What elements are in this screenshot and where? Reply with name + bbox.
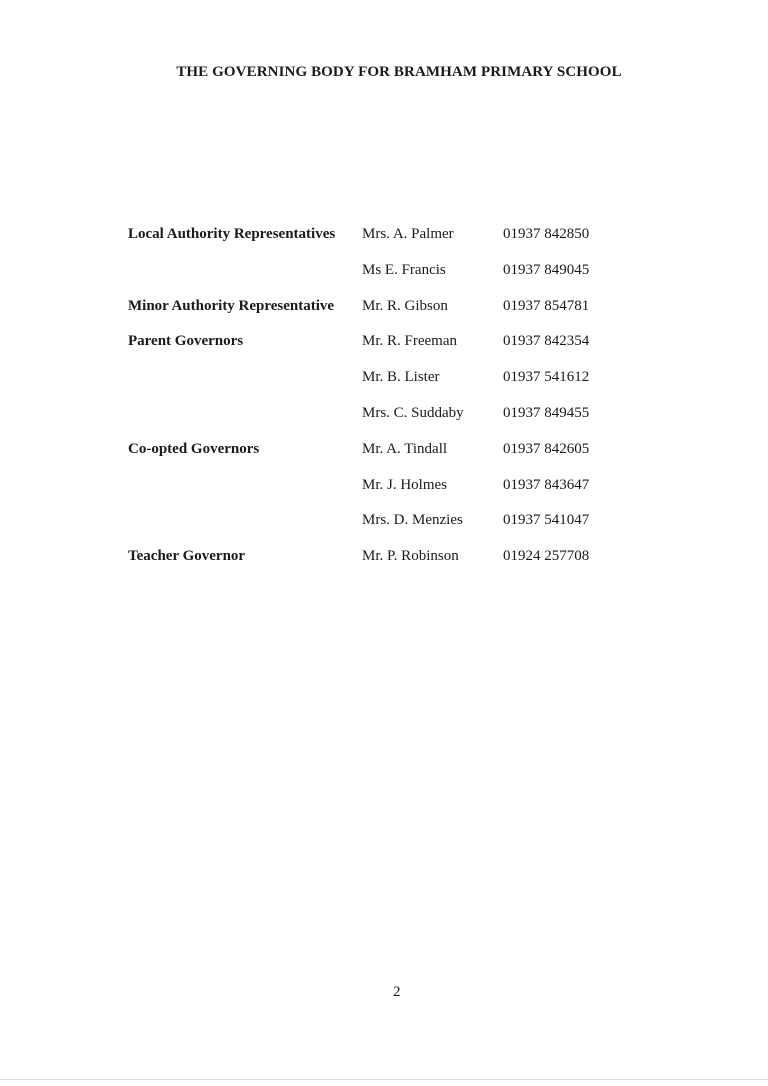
category-label: Teacher Governor [128, 548, 246, 565]
governor-phone: 01937 541047 [503, 512, 590, 529]
governor-name: Mr. A. Tindall [362, 440, 448, 457]
category-label: Local Authority Representatives [128, 226, 336, 242]
category-label: Parent Governors [128, 333, 244, 350]
governor-name: Mr. R. Gibson [362, 297, 448, 314]
governor-phone: 01937 843647 [503, 476, 590, 493]
governor-name: Mrs. A. Palmer [362, 226, 454, 242]
governor-name: Mr. R. Freeman [362, 333, 457, 350]
governor-phone: 01937 849455 [503, 404, 590, 421]
governor-phone: 01937 854781 [503, 297, 590, 314]
category-label: Minor Authority Representative [128, 297, 335, 314]
governor-name: Mr. P. Robinson [362, 548, 459, 565]
governor-phone: 01937 842850 [503, 226, 590, 242]
governor-name: Mr. J. Holmes [362, 476, 448, 493]
page-number: 2 [393, 984, 401, 1000]
governor-phone: 01924 257708 [503, 548, 590, 565]
category-label: Co-opted Governors [128, 440, 260, 457]
governor-name: Ms E. Francis [362, 261, 446, 278]
governor-name: Mr. B. Lister [362, 369, 440, 386]
governor-phone: 01937 842605 [503, 440, 590, 457]
document-title: THE GOVERNING BODY FOR BRAMHAM PRIMARY SCHOOL [176, 64, 622, 80]
governor-phone: 01937 849045 [503, 261, 590, 278]
governor-name: Mrs. C. Suddaby [362, 404, 464, 421]
governor-phone: 01937 842354 [503, 333, 590, 350]
governor-name: Mrs. D. Menzies [362, 512, 463, 529]
scan-edge-divider [0, 1079, 768, 1080]
governor-phone: 01937 541612 [503, 369, 590, 386]
